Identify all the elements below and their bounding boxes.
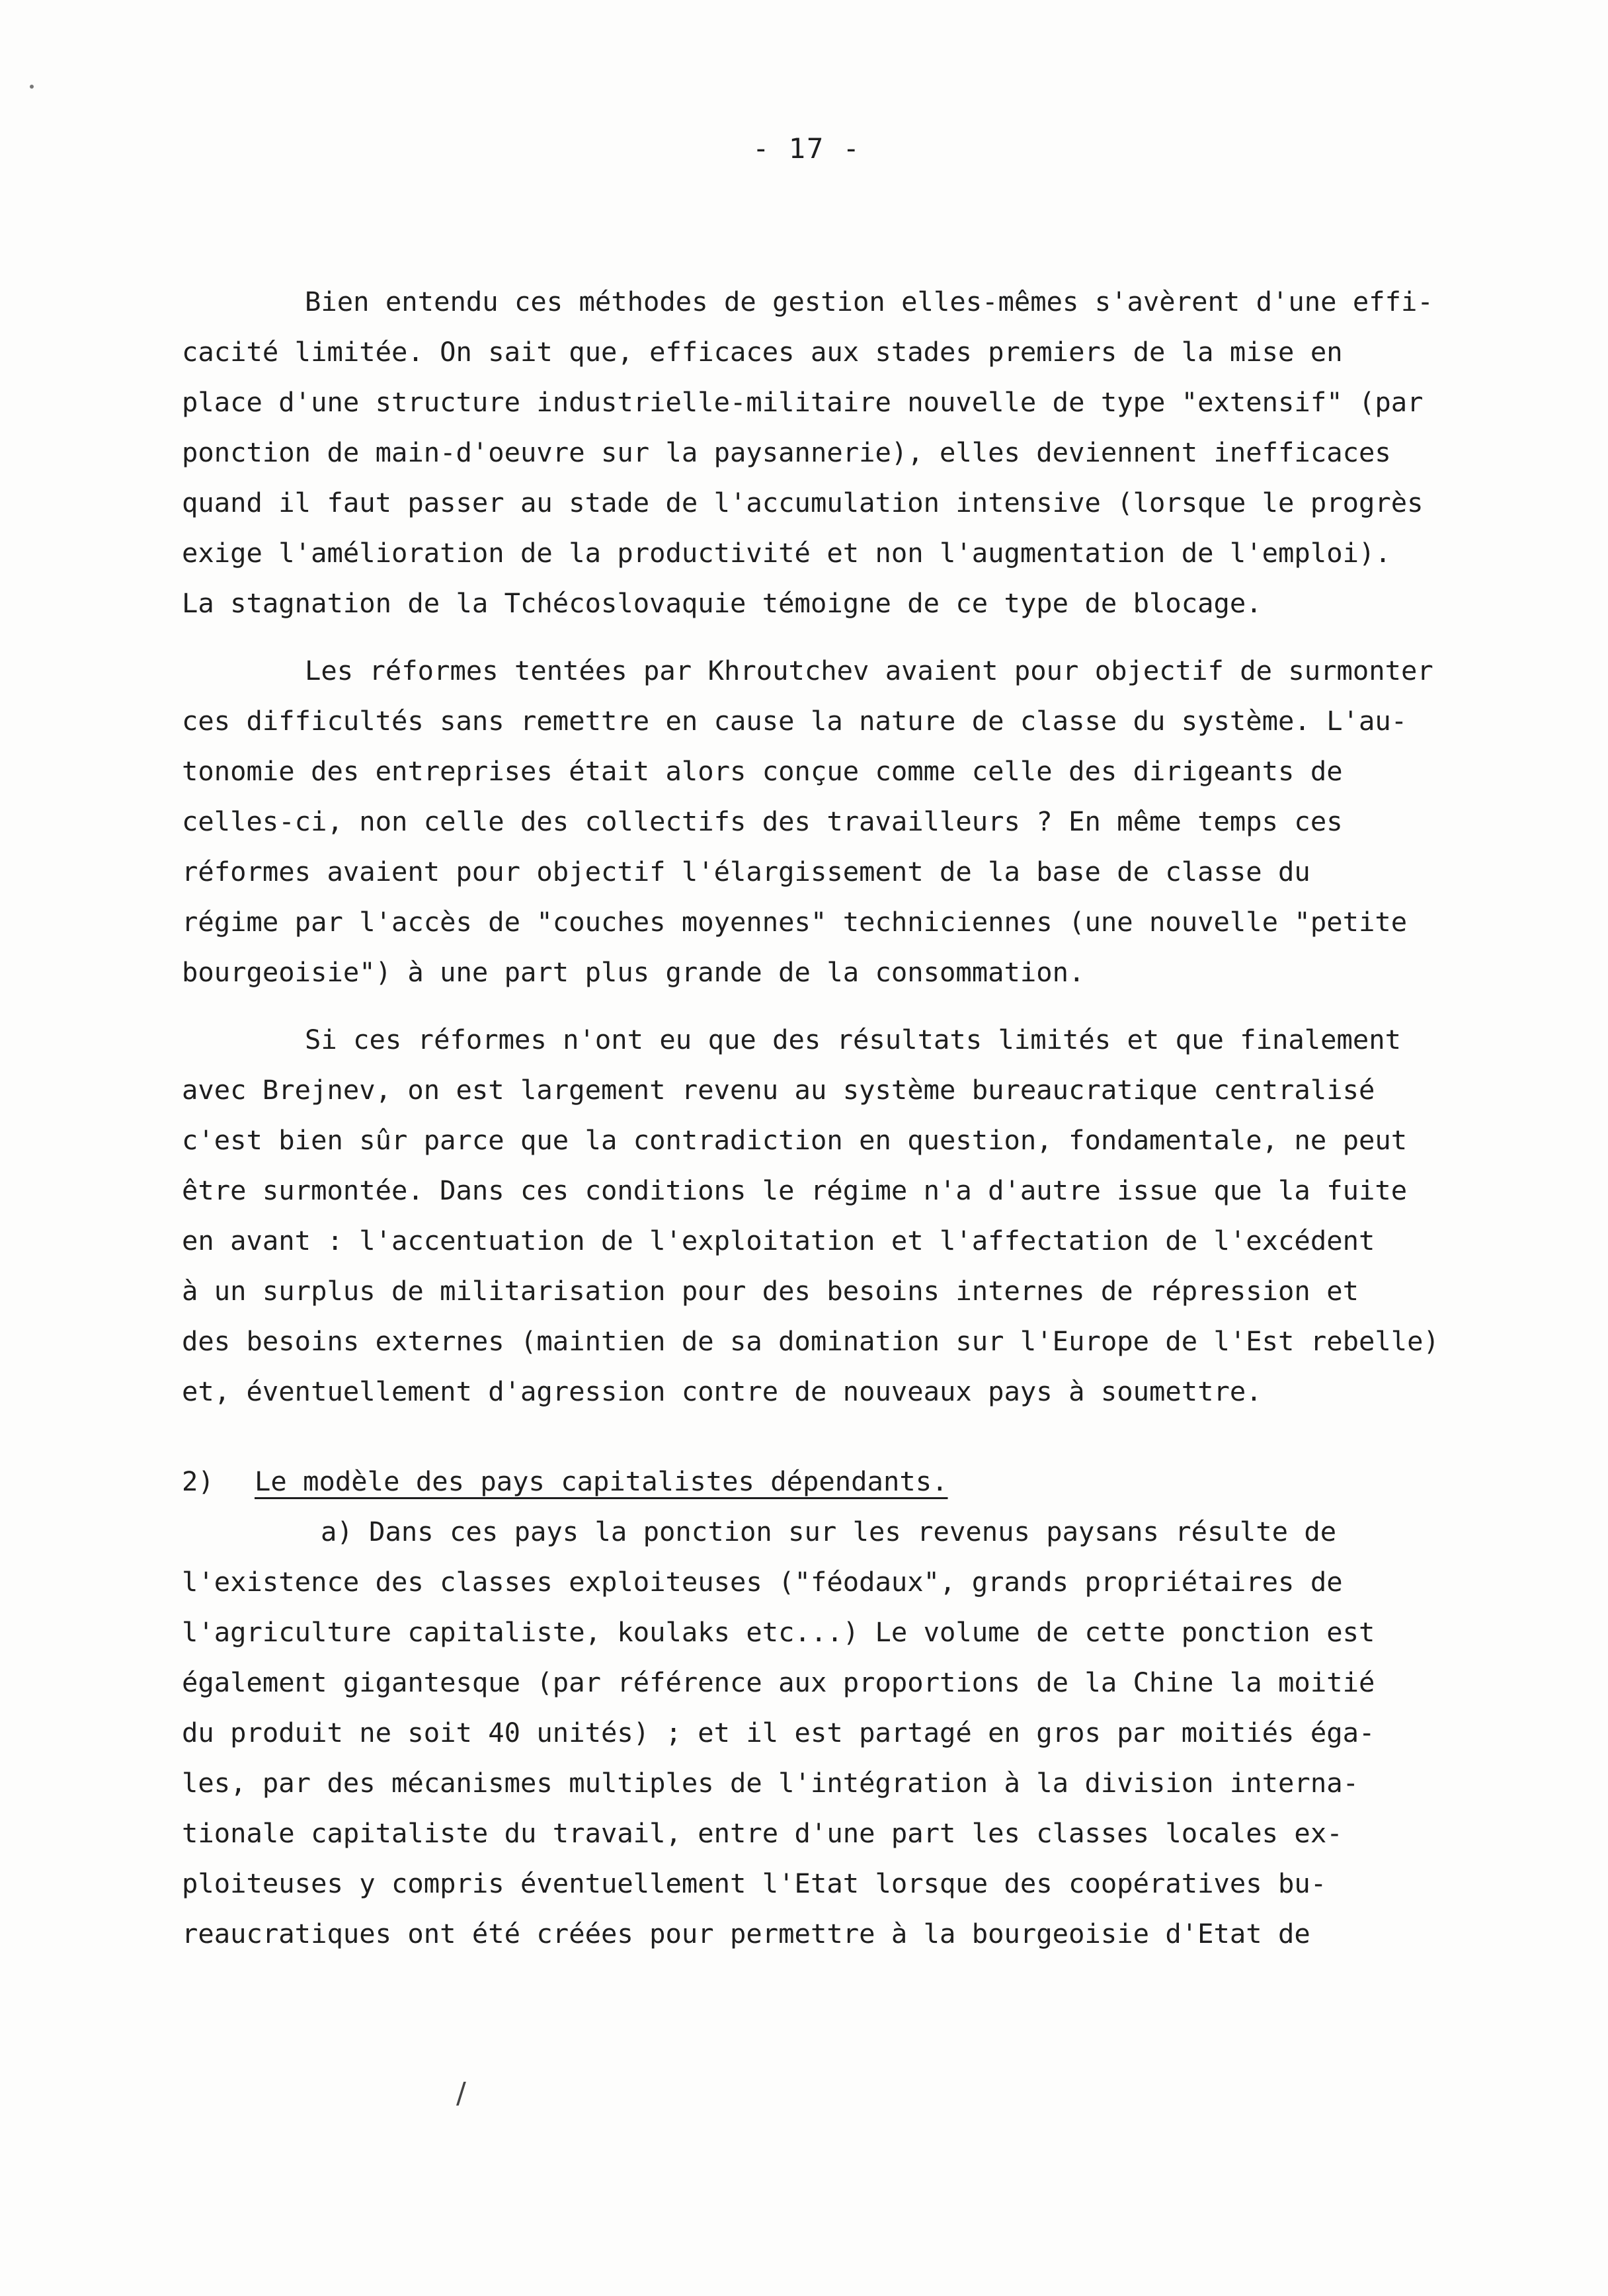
text-line: tionale capitaliste du travail, entre d'une part les classes locales ex- <box>182 1817 1343 1849</box>
document-body <box>182 276 1451 1959</box>
stray-pen-mark: / <box>456 2076 466 2110</box>
paragraph <box>182 276 1451 628</box>
text-line: en avant : l'accentuation de l'exploitation et l'affectation de l'excédent <box>182 1225 1375 1256</box>
text-line: Si ces réformes n'ont eu que des résultats limités et que finalement <box>305 1024 1402 1055</box>
text-line: celles-ci, non celle des collectifs des travailleurs ? En même temps ces <box>182 805 1343 837</box>
text-line: régime par l'accès de "couches moyennes" techniciennes (une nouvelle "petite <box>182 906 1408 938</box>
text-line: l'existence des classes exploiteuses ("féodaux", grands propriétaires de <box>182 1566 1343 1598</box>
text-line: à un surplus de militarisation pour des besoins internes de répression et <box>182 1275 1359 1307</box>
text-line: Bien entendu ces méthodes de gestion elles-mêmes s'avèrent d'une effi- <box>305 286 1433 317</box>
paragraph <box>182 1014 1451 1416</box>
text-line: c'est bien sûr parce que la contradiction en question, fondamentale, ne peut <box>182 1124 1408 1156</box>
text-line: également gigantesque (par référence aux proportions de la Chine la moitié <box>182 1666 1375 1698</box>
text-line: des besoins externes (maintien de sa domination sur l'Europe de l'Est rebelle) <box>182 1325 1439 1357</box>
section-number: 2) <box>182 1465 214 1497</box>
paragraph <box>182 645 1451 997</box>
text-line: les, par des mécanismes multiples de l'intégration à la division interna- <box>182 1767 1359 1799</box>
text-line: place d'une structure industrielle-militaire nouvelle de type "extensif" (par <box>182 386 1424 418</box>
text-line: quand il faut passer au stade de l'accumulation intensive (lorsque le progrès <box>182 487 1424 518</box>
text-line: cacité limitée. On sait que, efficaces aux stades premiers de la mise en <box>182 336 1343 368</box>
text-line: bourgeoisie") à une part plus grande de la consommation. <box>182 956 1085 988</box>
text-line: exige l'amélioration de la productivité et non l'augmentation de l'emploi). <box>182 537 1391 569</box>
text-line: ces difficultés sans remettre en cause la nature de classe du système. L'au- <box>182 705 1408 737</box>
text-line: avec Brejnev, on est largement revenu au système bureaucratique centralisé <box>182 1074 1375 1106</box>
text-line: reaucratiques ont été créées pour permettre à la bourgeoisie d'Etat de <box>182 1918 1310 1949</box>
text-line: être surmontée. Dans ces conditions le régime n'a d'autre issue que la fuite <box>182 1174 1408 1206</box>
section-heading <box>182 1456 1451 1506</box>
section-title: Le modèle des pays capitalistes dépendants. <box>255 1465 948 1497</box>
page-number: - 17 - <box>752 132 861 165</box>
text-line: l'agriculture capitaliste, koulaks etc...) Le volume de cette ponction est <box>182 1616 1375 1648</box>
text-line: réformes avaient pour objectif l'élargissement de la base de classe du <box>182 856 1310 887</box>
text-line: tonomie des entreprises était alors conçue comme celle des dirigeants de <box>182 755 1343 787</box>
text-line: et, éventuellement d'agression contre de nouveaux pays à soumettre. <box>182 1375 1262 1407</box>
subsection-paragraph <box>182 1506 1451 1959</box>
text-line: ponction de main-d'oeuvre sur la paysannerie), elles deviennent inefficaces <box>182 436 1391 468</box>
text-line: ploiteuses y compris éventuellement l'Etat lorsque des coopératives bu- <box>182 1867 1327 1899</box>
scan-speck <box>30 85 34 89</box>
text-line: La stagnation de la Tchécoslovaquie témoigne de ce type de blocage. <box>182 587 1262 619</box>
text-line: du produit ne soit 40 unités) ; et il est partagé en gros par moitiés éga- <box>182 1717 1375 1748</box>
text-line: Les réformes tentées par Khroutchev avaient pour objectif de surmonter <box>305 655 1433 686</box>
text-line: a) Dans ces pays la ponction sur les revenus paysans résulte de <box>321 1516 1337 1547</box>
